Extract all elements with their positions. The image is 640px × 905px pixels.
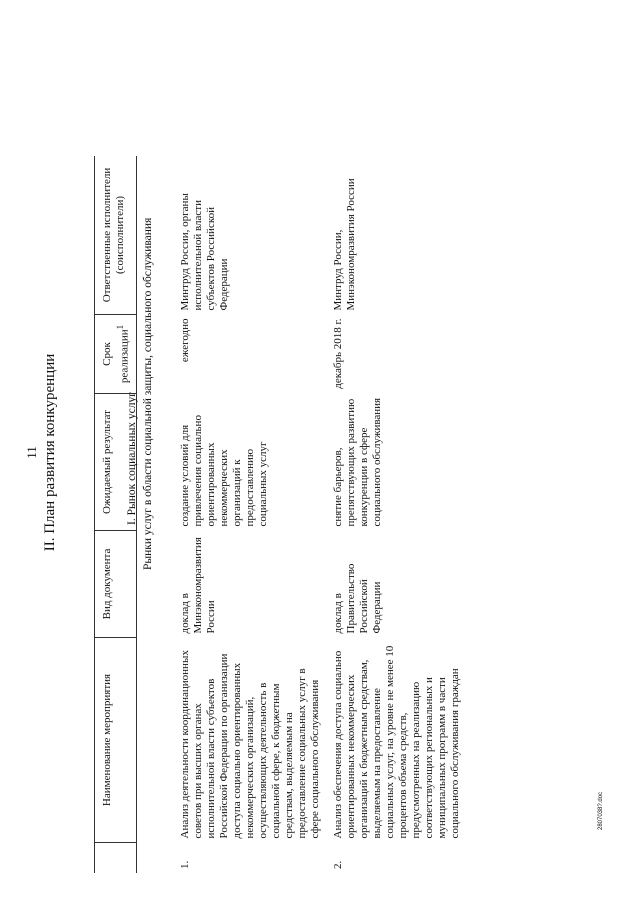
section-heading: I. Рынок социальных услуг	[126, 392, 138, 525]
row-responsible: Минтруд России, Минэкономразвития России	[331, 178, 357, 311]
row-doc-type: доклад в Правительство Российской Федерации	[331, 563, 383, 634]
header-term	[95, 315, 137, 394]
page-number: 11	[24, 446, 39, 459]
row-doc-type: доклад в Минэкономразвития России	[178, 537, 217, 634]
file-reference: 2807038?.doc	[598, 791, 604, 830]
header-responsible: Ответственные исполнители (соисполнители)	[95, 156, 137, 315]
row-responsible: Минтруд России, органы исполнительной власти субъектов Российской Федерации	[178, 193, 230, 311]
header-name: Наименование мероприятия	[95, 638, 137, 843]
table-row	[322, 156, 462, 873]
row-number: 1.	[178, 860, 191, 869]
row-result: снятие барьеров, препятствующих развитию конкуренции в сфере социального обслуживания	[331, 397, 383, 527]
header-number	[95, 843, 137, 874]
row-term: декабрь 2018 г.	[331, 318, 344, 389]
header-term-text: Срок реализации	[101, 329, 131, 384]
row-name: Анализ деятельности координационных советов при высших органах исполнительной власти субъектов Российской Федерации по организации доступа социально ориентированных некоммерческих организаций, осуществляющих деятельность в социальной сфере, к бюджетным средствам, выделяемым на предоставление социальных услуг в сфере социального обслуживания	[178, 650, 321, 839]
row-number: 2.	[331, 860, 344, 869]
row-result: создание условий для привлечения социально ориентированных некоммерческих организаций к предоставлению социальных услуг	[178, 415, 269, 527]
header-doc-type: Вид документа	[95, 531, 137, 638]
term-footnote: 1	[115, 324, 125, 330]
row-term: ежегодно	[178, 318, 191, 363]
subsection-heading: Рынки услуг в области социальной защиты, социального обслуживания	[142, 217, 154, 570]
section-title: II. План развития конкуренции	[42, 353, 58, 552]
header-result: Ожидаемый результат	[95, 394, 137, 531]
table-row	[171, 156, 322, 873]
row-name: Анализ обеспечения доступа социально ориентированных некоммерческих организаций к бюджетным средствам, выделяемым на предоставление социальных услуг, на уровне не менее 10 процентов объема средств, предусмотренных на реализацию соответствующих региональных и муниципальных программ в части социального обслуживания граждан	[331, 645, 461, 839]
